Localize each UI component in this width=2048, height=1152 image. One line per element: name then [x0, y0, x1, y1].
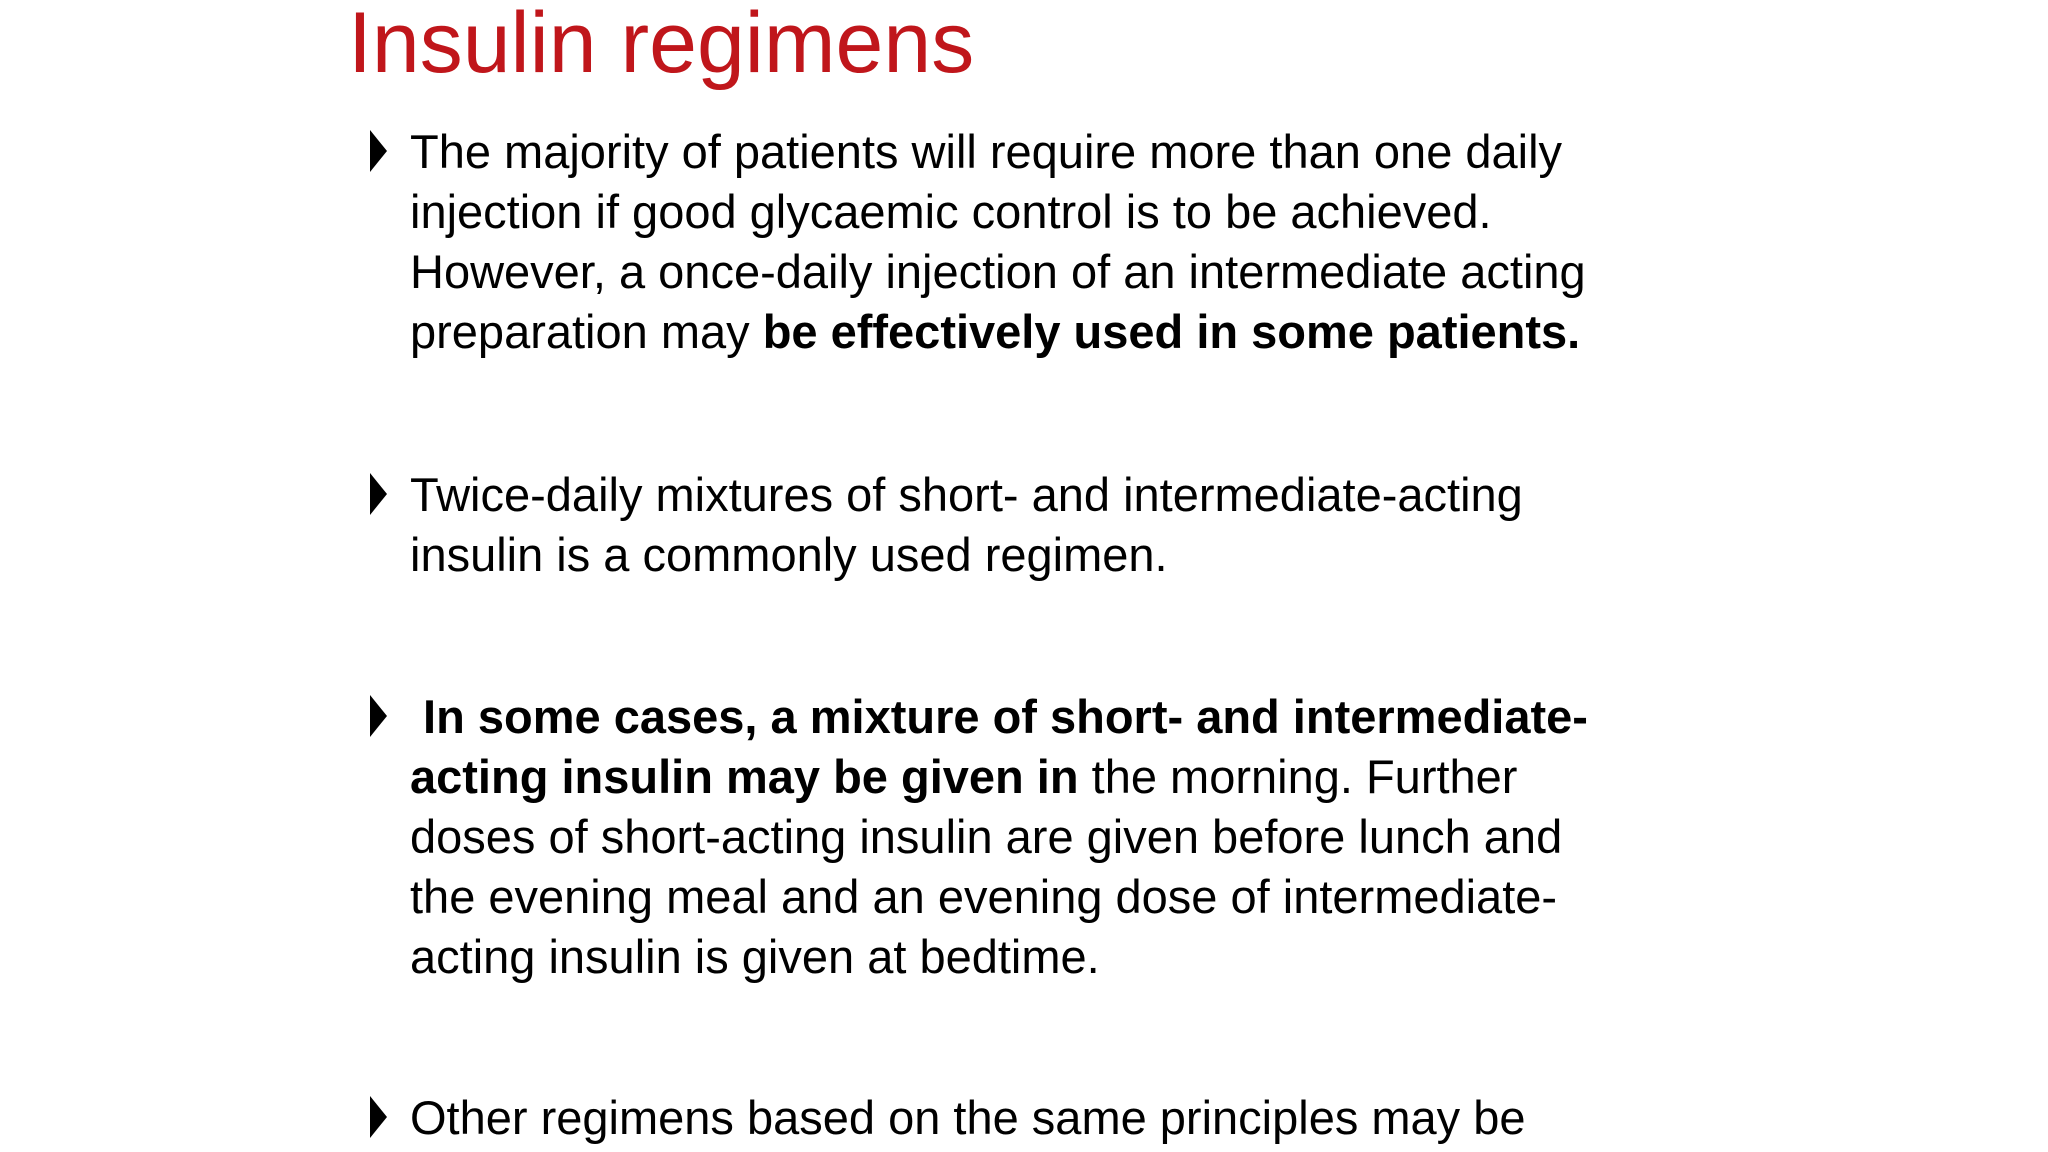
bullet-text [410, 1088, 1720, 1148]
triangle-right-icon [370, 1096, 387, 1138]
bullet-emphasis: In some cases, a mixture of short- and intermediate- [410, 690, 1588, 743]
bullet-emphasis: acting insulin may be given in [410, 750, 1079, 803]
bullet-line: The majority of patients will require more than one daily [410, 125, 1563, 178]
bullet-line: doses of short-acting insulin are given before lunch and [410, 810, 1563, 863]
bullet-line: injection if good glycaemic control is to be achieved. [410, 185, 1492, 238]
bullet-line: the evening meal and an evening dose of intermediate- [410, 870, 1558, 923]
bullet-line: Other regimens based on the same principles may be [410, 1091, 1526, 1144]
bullet-line: insulin is a commonly used regimen. [410, 528, 1168, 581]
triangle-right-icon [370, 473, 387, 515]
bullet-line: However, a once-daily injection of an intermediate acting [410, 245, 1586, 298]
bullet-emphasis: be effectively used in some patients. [762, 305, 1581, 358]
bullet-text [410, 687, 1720, 987]
bullet-line: preparation may [410, 305, 763, 358]
bullet-text [410, 122, 1720, 362]
bullet-line: acting insulin is given at bedtime. [410, 930, 1100, 983]
bullet-line: the morning. Further [1078, 750, 1518, 803]
bullet-line: Twice-daily mixtures of short- and intermediate-acting [410, 468, 1523, 521]
triangle-right-icon [370, 695, 387, 737]
triangle-right-icon [370, 130, 387, 172]
slide-title: Insulin regimens [348, 0, 975, 91]
bullet-text [410, 465, 1720, 585]
